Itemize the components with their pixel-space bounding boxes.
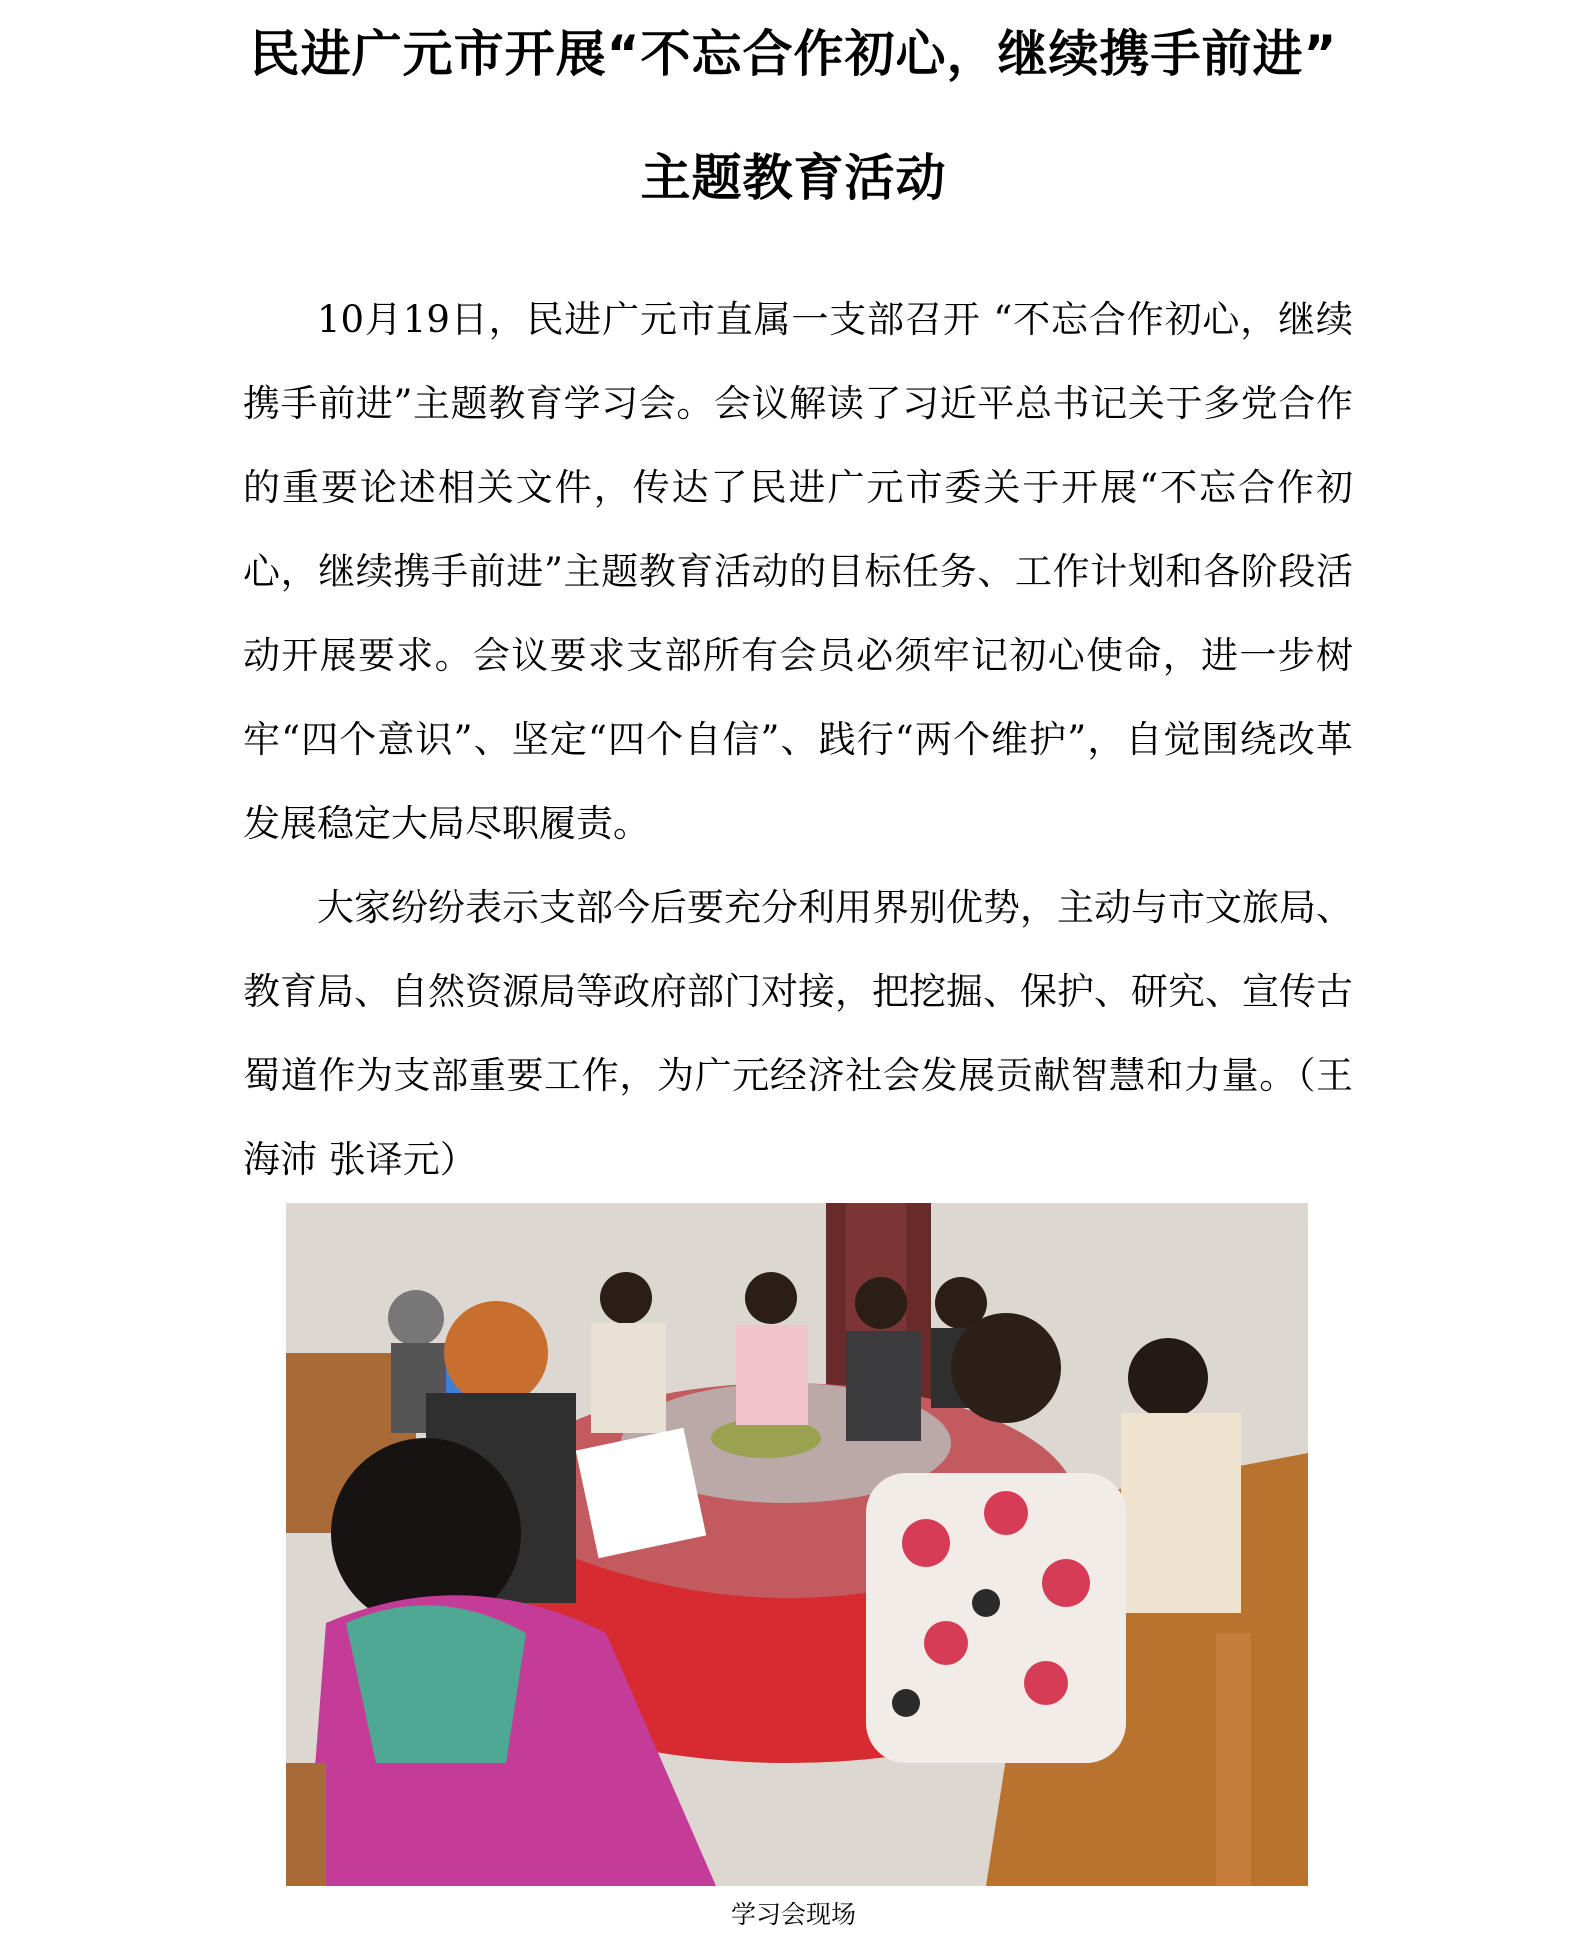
person-cap xyxy=(388,1290,444,1346)
article-title-line-1: 民进广元市开展“不忘合作初心，继续携手前进” xyxy=(249,25,1338,83)
photo-caption: 学习会现场 xyxy=(730,1900,856,1929)
article-paragraph-2: 大家纷纷表示支部今后要充分利用界别优势，主动与市文旅局、教育局、自然资源局等政府部门对接，把挖掘、保护、研究、宣传古蜀道作为支部重要工作，为广元经济社会发展贡献智慧和力量。（王海沛 张译元） xyxy=(243,886,1353,1181)
person-2-head xyxy=(745,1272,797,1324)
person-3-head xyxy=(855,1277,907,1329)
document-papers xyxy=(576,1428,706,1558)
article-title-line-2: 主题教育活动 xyxy=(640,149,947,207)
person-5-head xyxy=(1128,1338,1208,1418)
teal-hood xyxy=(346,1605,526,1763)
meeting-photo-illustration xyxy=(286,1203,1308,1886)
person-6-head xyxy=(951,1313,1061,1423)
chair-right xyxy=(1216,1633,1251,1886)
article-paragraph-1: 10月19日，民进广元市直属一支部召开 “不忘合作初心，继续携手前进”主题教育学习会。会议解读了习近平总书记关于多党合作的重要论述相关文件，传达了民进广元市委关于开展“不忘合作初心，继续携手前进”主题教育活动的目标任务、工作计划和各阶段活动开展要求。会议要求支部所有会员必须牢记初心使命，进一步树牢“四个意识”、坚定“四个自信”、践行“两个维护”，自觉围绕改革发展稳定大局尽职履责。 xyxy=(243,298,1353,845)
meeting-photo xyxy=(286,1203,1308,1886)
person-1-head xyxy=(600,1272,652,1324)
person-7-head xyxy=(444,1301,548,1405)
